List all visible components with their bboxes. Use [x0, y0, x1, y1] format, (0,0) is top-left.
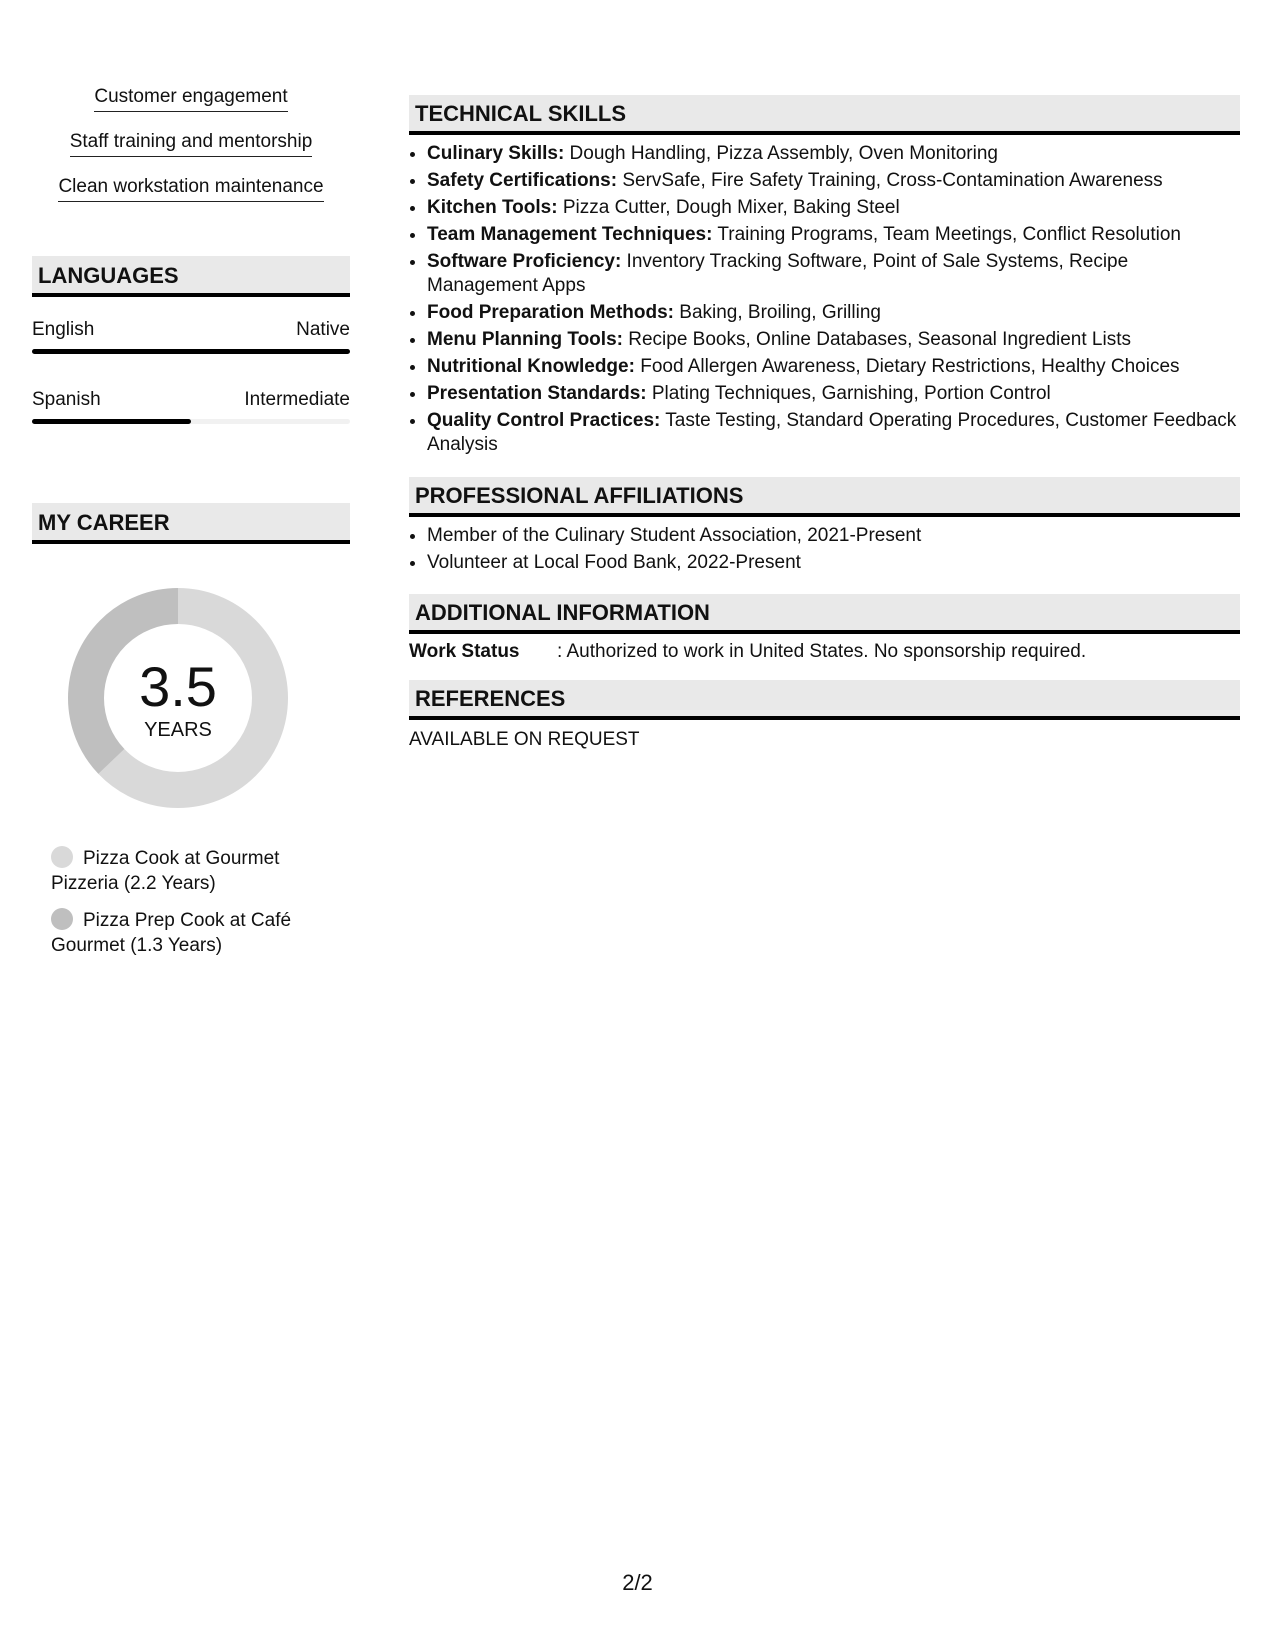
career-legend-item: Pizza Cook at Gourmet Pizzeria (2.2 Years) — [51, 848, 280, 894]
list-item: • Quality Control Practices: Taste Testing, Standard Operating Procedures, Customer Feedback Analysis — [427, 409, 1240, 457]
technical-skills-heading: TECHNICAL SKILLS — [409, 95, 1240, 135]
skill-tag-list — [32, 86, 350, 221]
list-item: • Nutritional Knowledge: Food Allergen Awareness, Dietary Restrictions, Healthy Choices — [427, 355, 1240, 379]
list-item: • Presentation Standards: Plating Techniques, Garnishing, Portion Control — [427, 382, 1240, 406]
language-bar-fill — [32, 419, 191, 424]
language-bar-fill — [32, 349, 350, 354]
work-status-label: Work Status — [409, 641, 520, 662]
skill-tag: Clean workstation maintenance — [32, 176, 350, 221]
list-item: • Culinary Skills: Dough Handling, Pizza Assembly, Oven Monitoring — [427, 142, 1240, 166]
affiliations-heading: PROFESSIONAL AFFILIATIONS — [409, 477, 1240, 517]
list-item: • Software Proficiency: Inventory Tracking Software, Point of Sale Systems, Recipe Management Apps — [427, 250, 1240, 298]
career-legend-item: Pizza Prep Cook at Café Gourmet (1.3 Years) — [51, 910, 292, 956]
skill-tag: Customer engagement — [32, 86, 350, 131]
language-level: Native — [296, 319, 350, 340]
language-bar-english — [32, 349, 350, 354]
career-years-unit: YEARS — [144, 719, 212, 741]
career-heading: MY CAREER — [32, 503, 350, 544]
language-bar-spanish — [32, 419, 350, 424]
language-name: English — [32, 319, 95, 340]
legend-dot-icon — [51, 908, 73, 930]
career-total-years: 3.5 — [139, 655, 217, 718]
languages-heading: LANGUAGES — [32, 256, 350, 297]
affiliations-list — [409, 524, 1240, 578]
list-item: • Volunteer at Local Food Bank, 2022-Present — [427, 551, 1240, 575]
work-status-value: : Authorized to work in United States. No sponsorship required. — [557, 641, 1087, 662]
skill-tag: Staff training and mentorship — [32, 131, 350, 176]
list-item: • Team Management Techniques: Training Programs, Team Meetings, Conflict Resolution — [427, 223, 1240, 247]
list-item: • Safety Certifications: ServSafe, Fire Safety Training, Cross-Contamination Awareness — [427, 169, 1240, 193]
references-heading: REFERENCES — [409, 680, 1240, 720]
list-item: • Kitchen Tools: Pizza Cutter, Dough Mixer, Baking Steel — [427, 196, 1240, 220]
page-number: 2/2 — [622, 1570, 653, 1595]
legend-dot-icon — [51, 846, 73, 868]
references-text: AVAILABLE ON REQUEST — [409, 729, 640, 750]
additional-info-heading: ADDITIONAL INFORMATION — [409, 594, 1240, 634]
list-item: • Member of the Culinary Student Association, 2021-Present — [427, 524, 1240, 548]
technical-skills-list — [409, 142, 1240, 460]
language-name: Spanish — [32, 389, 101, 410]
language-level: Intermediate — [244, 389, 350, 410]
list-item: • Food Preparation Methods: Baking, Broiling, Grilling — [427, 301, 1240, 325]
list-item: • Menu Planning Tools: Recipe Books, Online Databases, Seasonal Ingredient Lists — [427, 328, 1240, 352]
